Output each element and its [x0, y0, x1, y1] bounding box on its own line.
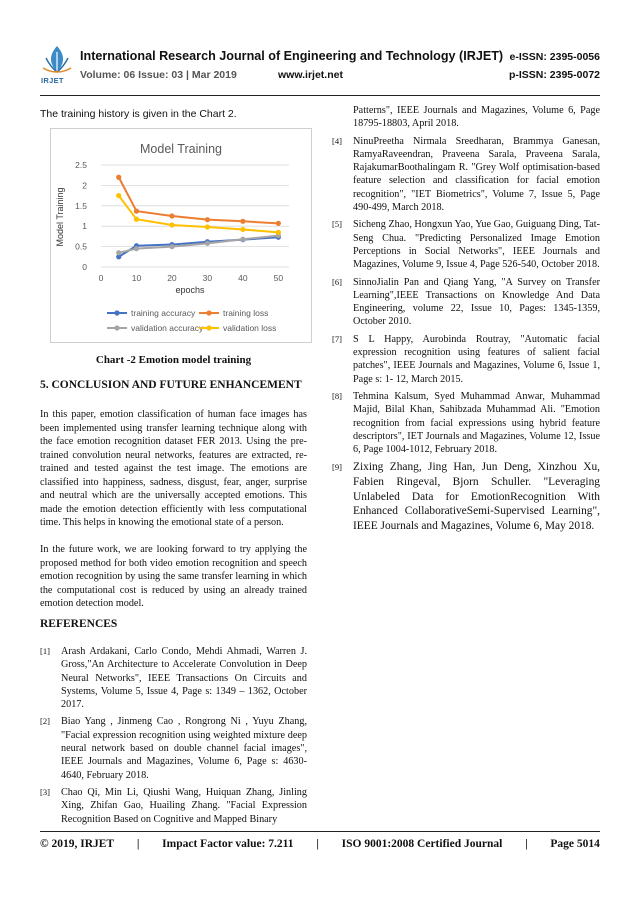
p-issn: p-ISSN: 2395-0072: [508, 69, 600, 81]
reference-item: [332, 218, 600, 271]
chart-data-point: [169, 244, 174, 249]
chart-data-point: [169, 222, 174, 227]
chart-x-tick-label: 30: [202, 273, 213, 283]
chart-caption: Chart -2 Emotion model training: [95, 354, 252, 366]
reference-continued: [332, 104, 600, 131]
header-rule: [40, 95, 600, 96]
reference-text: Biao Yang , Jinmeng Cao , Rongrong Ni , Yuyu Zhang, "Facial expression recognition using weighted mixture deep neural network based on double channel facial images", IEEE Journals and Magazines, Volume 6, Page s: 4630-4640, February 2018.: [61, 716, 307, 781]
references-left: [40, 645, 307, 830]
footer-separator: |: [136, 838, 140, 850]
reference-item: [332, 276, 600, 329]
chart-data-point: [116, 193, 121, 198]
reference-text: Tehmina Kalsum, Syed Muhammad Anwar, Muhammad Majid, Bilal Khan, Sahibzada Muhammad Ali. "Emotion recognition from facial expressions using hybrid feature descriptors", IET Journals and Magazines, Volume 12, Issue 6, Page 1004-1012, February 2018.: [353, 390, 600, 456]
chart-legend-label: validation loss: [223, 323, 277, 333]
reference-text: NinuPreetha Nirmala Sreedharan, Brammya Ganesan, RamyaRaveendran, Praveena Sarala, Praveena Sarala, RajakumarBoothalingam R. "Grey Wolf optimisation-based feature selection and classification for facial emotion recognition", "IET Biometrics", Volume 7, Issue 5, Page 490-499, March 2018.: [353, 135, 600, 214]
reference-number: [1]: [40, 646, 50, 656]
chart-series-line: [119, 236, 279, 253]
footer-iso: ISO 9001:2008 Certified Journal: [341, 838, 503, 850]
chart-y-tick-label: 0.5: [75, 241, 87, 252]
reference-text: Chao Qi, Min Li, Qiushi Wang, Huiquan Zhang, Jinling Xing, Zhifan Gao, Huailing Zhang. "Facial Expression Recognition Based on Cognitive and Mapped Binary: [61, 786, 307, 825]
chart-data-point: [134, 246, 139, 251]
chart-x-tick-label: 40: [238, 273, 248, 283]
reference-item: [40, 645, 307, 711]
reference-number: [6]: [332, 276, 342, 287]
chart-legend-marker: [114, 310, 119, 315]
reference-item: [40, 786, 307, 826]
reference-item: [332, 460, 600, 533]
chart-y-tick-label: 2: [82, 180, 87, 191]
e-issn: e-ISSN: 2395-0056: [509, 51, 600, 63]
reference-item: [332, 135, 600, 215]
chart-x-axis-label: epochs: [175, 285, 205, 295]
reference-text: Patterns", IEEE Journals and Magazines, Volume 6, Page 18795-18803, April 2018.: [353, 105, 600, 130]
chart-title: Model Training: [140, 142, 222, 156]
chart-x-tick-label: 10: [131, 273, 142, 283]
chart-data-point: [205, 241, 210, 246]
chart-data-point: [116, 175, 121, 180]
reference-number: [3]: [40, 786, 50, 797]
chart-data-point: [116, 250, 121, 255]
reference-item: [332, 333, 600, 386]
reference-text: SinnoJialin Pan and Qiang Yang, "A Survey on Transfer Learning",IEEE Transactions on Knowledge And Data Engineering, volume 22, Issue 10, Pages: 1345-1359, October 2010.: [353, 276, 600, 328]
reference-text: S L Happy, Aurobinda Routray, "Automatic facial expression recognition using features of salient facial patches", IEEE Journals and Magazines, Volume 6, Issue 1, Page s: 1- 12, March 2015.: [353, 333, 600, 385]
reference-text: Arash Ardakani, Carlo Condo, Mehdi Ahmadi, Warren J. Gross,"An Architecture to Accelerate Convolution in Deep Neural Networks", IEEE Transactions On Circuits and Systems, Volume 5, Issue 4, Page s: 1349 – 1362, October 2017.: [61, 646, 307, 711]
reference-number: [8]: [332, 390, 342, 401]
chart-series-line: [119, 196, 279, 233]
footer-rule: [40, 831, 600, 832]
references-heading: REFERENCES: [40, 618, 118, 630]
chart-x-tick-label: 0: [98, 273, 104, 283]
chart-y-tick-label: 1: [82, 221, 87, 232]
chart-y-tick-label: 0: [82, 262, 87, 272]
chart-data-point: [276, 221, 281, 226]
footer-separator: |: [525, 838, 528, 850]
chart-x-tick-label: 50: [273, 273, 284, 283]
future-work-paragraph: In the future work, we are looking forward to try applying the proposed method for both video emotion recognition and speech emotion recognition by using the same transfer learning in which the computational cost is reduced by using an already trained emotion detection model.: [40, 544, 307, 609]
chart-data-point: [205, 224, 210, 229]
footer-copyright: © 2019, IRJET: [40, 838, 115, 850]
journal-title: International Research Journal of Engineering and Technology (IRJET): [80, 49, 504, 63]
footer-page-number: Page 5014: [550, 838, 600, 850]
chart-legend-label: validation accuracy: [131, 323, 204, 333]
chart-y-tick-label: 1.5: [75, 200, 87, 211]
reference-number: [5]: [332, 219, 342, 230]
website-link[interactable]: www.irjet.net: [278, 69, 343, 81]
chart-data-point: [240, 219, 245, 224]
page-footer: [40, 838, 600, 850]
reference-item: [40, 715, 307, 781]
chart-data-point: [134, 217, 139, 222]
page-header: [40, 44, 600, 94]
footer-separator: |: [316, 838, 319, 850]
chart-y-axis-label: Model Training: [55, 187, 65, 247]
reference-number: [2]: [40, 716, 50, 727]
chart-legend-marker: [114, 325, 119, 330]
volume-issue: Volume: 06 Issue: 03 | Mar 2019: [80, 69, 237, 81]
chart-data-point: [240, 237, 245, 242]
chart-legend-label: training accuracy: [131, 308, 196, 318]
logo-text: IRJET: [41, 76, 64, 85]
footer-impact-factor: Impact Factor value: 7.211: [162, 838, 294, 850]
chart-y-tick-label: 2.5: [75, 160, 87, 170]
chart-grid: [101, 165, 289, 267]
chart-data-point: [205, 217, 210, 222]
reference-text: Sicheng Zhao, Hongxun Yao, Yue Gao, Guiguang Ding, Tat-Seng Chua. "Predicting Personalized Image Emotion Perceptions in Social Networks", IEEE Journals and Magazines, Volume 9, Issue 4, Page 526-540, October 2018.: [353, 219, 600, 271]
chart-legend-marker: [206, 310, 211, 315]
references-right: [332, 104, 600, 537]
reference-text: Zixing Zhang, Jing Han, Jun Deng, Xinzhou Xu, Fabien Ringeval, Bjorn Schuller. "Leveraging Unlabeled Data for EmotionRecognition With Enhanced CollaborativeSemi-Supervised Learning", IEEE Journals and Magazines, Volume 6, May 2018.: [353, 461, 600, 532]
chart-data-point: [134, 209, 139, 214]
reference-item: [332, 390, 600, 456]
chart-legend: [107, 308, 276, 333]
reference-number: [7]: [332, 333, 342, 344]
reference-number: [4]: [332, 135, 342, 146]
section-heading: 5. CONCLUSION AND FUTURE ENHANCEMENT: [40, 379, 302, 391]
chart-x-tick-label: 20: [167, 273, 177, 283]
intro-text: The training history is given in the Chart 2.: [40, 108, 237, 120]
chart-legend-marker: [206, 325, 211, 330]
model-training-chart: [50, 128, 312, 343]
chart-legend-label: training loss: [223, 308, 269, 318]
chart-series-line: [119, 177, 279, 223]
chart-svg: [51, 129, 311, 342]
chart-data-point: [240, 227, 245, 232]
chart-data-point: [169, 213, 174, 218]
chart-series-line: [119, 237, 279, 257]
conclusion-paragraph: In this paper, emotion classification of human face images has been implemented using transfer learning technique along with the face emotion recognition dataset FER 2013. Using the pre-trained convolution neural networks, features are extracted, re-trained and tested against the test image. The emotions are classified into happiness, sadness, disgust, fear, anger, surprise and neutral which are the universally accepted emotions. This made the emotion detection efficiently with less computational time. This helps in knowing the emotional state of a person.: [40, 409, 307, 528]
reference-number: [9]: [332, 462, 342, 473]
chart-data-point: [276, 230, 281, 235]
